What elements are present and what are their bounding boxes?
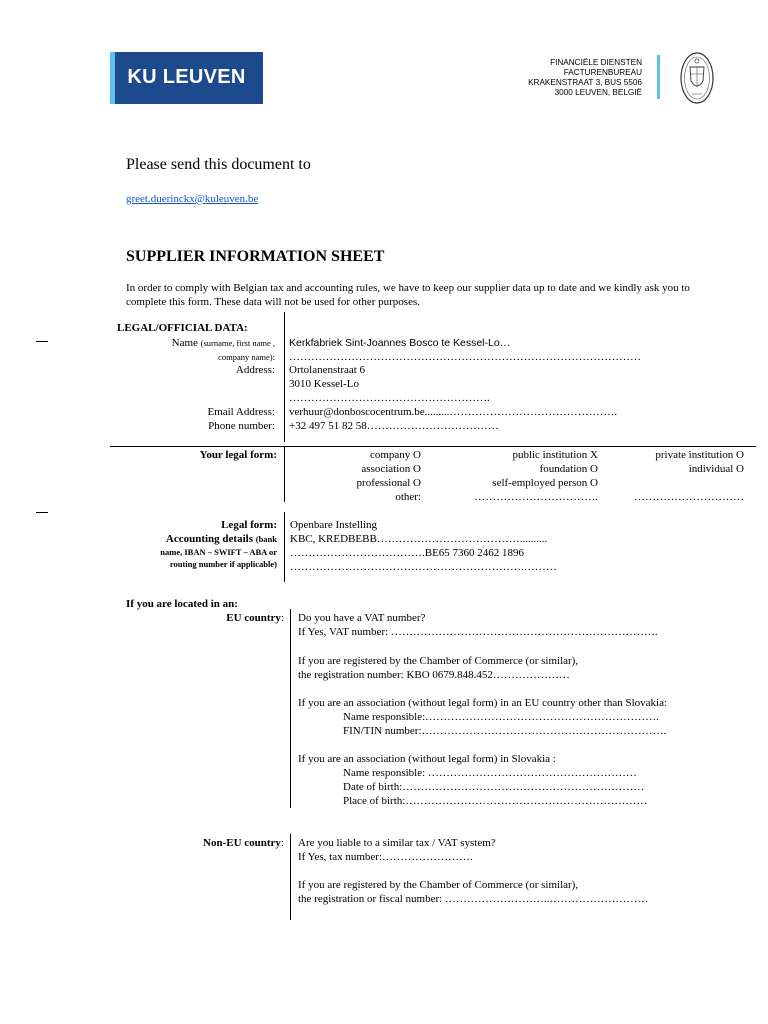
eu-assoc-other-heading: If you are an association (without legal form) in an EU country other than Slovakia: [298,697,668,709]
header-address-line: 3000 LEUVEN, BELGIË [554,88,642,97]
legal-form-other[interactable]: other: [395,491,421,503]
eu-chamber-line-2[interactable]: the registration number: KBO 0679.848.452………………… [298,669,570,681]
intro-paragraph: In order to comply with Belgian tax and accounting rules, we have to keep our supplier data up to date and we kindly ask you to complete this form. These data will not be used for other purposes. [126,282,690,308]
address-line-1[interactable]: Ortolanenstraat 6 [289,364,366,376]
legal-form-professional[interactable]: professional O [356,477,421,489]
email-value[interactable]: verhuur@donboscocentrum.be.........………………………………………. [289,406,618,418]
legal-form-company[interactable]: company O [369,449,421,461]
address-line-2[interactable]: 3010 Kessel-Lo [289,378,359,390]
name-value[interactable]: Kerkfabriek Sint-Joannes Bosco te Kessel-Lo… [289,337,511,349]
eu-chamber-line-1: If you are registered by the Chamber of Commerce (or similar), [298,655,579,667]
legal-data-heading: LEGAL/OFFICIAL DATA: [117,322,248,334]
non-eu-divider [290,834,291,920]
location-heading: If you are located in an: [126,598,238,610]
header-address-line: KRAKENSTRAAT 3, BUS 5506 [528,78,642,87]
header-divider [657,55,660,99]
margin-tick [36,341,48,342]
legal-form-label: Your legal form: [199,449,277,461]
tax-question: Are you liable to a similar tax / VAT system? [298,837,496,849]
legal-form-public-institution[interactable]: public institution X [512,449,598,461]
legal-form-private-institution[interactable]: private institution O [655,449,744,461]
vat-question: Do you have a VAT number? [298,612,426,624]
name-label [110,336,275,350]
contact-email-link[interactable]: greet.duerinckx@kuleuven.be [126,193,259,205]
accounting-label [110,532,277,546]
non-eu-country-label [110,836,284,850]
legal-form-self-employed[interactable]: self-employed person O [492,477,598,489]
name-label-text: Name [171,337,198,349]
eu-fin-tin[interactable]: FIN/TIN number:…………………………………………………………. [343,725,667,737]
university-seal-icon [679,51,715,105]
logo-text: KU LEUVEN [127,66,246,88]
accounting-label-hint: (bank [255,534,277,544]
eu-divider [290,609,291,808]
legal-form-individual[interactable]: individual O [688,463,744,475]
eu-place-of-birth[interactable]: Place of birth:………………………………………………………… [343,795,648,807]
non-eu-country-label-text: Non-EU country [203,837,281,849]
legal-form-value[interactable]: Openbare Instelling [290,519,378,531]
eu-name-responsible-1[interactable]: Name responsible:………………………………………………………. [343,711,659,723]
vat-number-line[interactable]: If Yes, VAT number: ………………………………………………………………. [298,626,658,638]
ku-leuven-logo [110,52,263,104]
legal-form-association[interactable]: association O [361,463,421,475]
eu-country-colon: : [280,612,284,624]
legal-data-divider [284,312,285,442]
margin-tick [36,512,48,513]
accounting-label-bold: Accounting details [165,533,253,545]
accounting-label-hint-2: name, IBAN – SWIFT – ABA or [160,547,277,557]
name-label-hint-2: company name): [218,352,275,362]
legal-form-top-rule [110,446,756,447]
address-label: Address: [235,364,275,376]
accounting-line-2[interactable]: ……………………………….BE65 7360 2462 1896 [290,547,525,559]
send-to-heading: Please send this document to [126,156,311,173]
non-eu-country-colon: : [280,837,284,849]
page-title: SUPPLIER INFORMATION SHEET [126,248,385,265]
header-address [528,58,642,98]
legal-form-divider [284,446,285,502]
phone-value[interactable]: +32 497 51 82 58……………………………… [289,420,499,432]
header-address-line: FINANCIËLE DIENSTEN [550,58,642,67]
name-dots: …………………………………………………………………………………… [289,351,641,363]
header-address-line: FACTURENBUREAU [563,68,642,77]
eu-country-label [110,611,284,625]
name-label-hint: (surname, first name , [200,338,275,348]
eu-assoc-slovakia-heading: If you are an association (without legal form) in Slovakia : [298,753,556,765]
eu-country-label-text: EU country [226,612,281,624]
eu-date-of-birth[interactable]: Date of birth:………………………………………………………… [343,781,645,793]
eu-name-responsible-2[interactable]: Name responsible: ………………………………………………… [343,767,637,779]
legal-form-label-2: Legal form: [221,519,277,531]
legal-form-foundation[interactable]: foundation O [539,463,598,475]
address-dots: ………………………………………………. [289,392,490,404]
accounting-line-1[interactable]: KBC, KREDBEBB………………………………….......... [290,533,548,545]
accounting-label-hint-3: routing number if applicable) [169,559,277,569]
phone-label: Phone number: [208,420,275,432]
non-eu-chamber-line-2[interactable]: the registration or fiscal number: ………………………..……………………… [298,893,649,905]
tax-number-line[interactable]: If Yes, tax number:……………………. [298,851,473,863]
accounting-divider [284,512,285,582]
accounting-line-3: ……………………………………………………….……… [290,561,557,573]
legal-form-other-dots-2: ………………………… [634,491,744,503]
non-eu-chamber-line-1: If you are registered by the Chamber of Commerce (or similar), [298,879,579,891]
email-label: Email Address: [207,406,275,418]
legal-form-other-dots: ……………………………. [474,491,598,503]
